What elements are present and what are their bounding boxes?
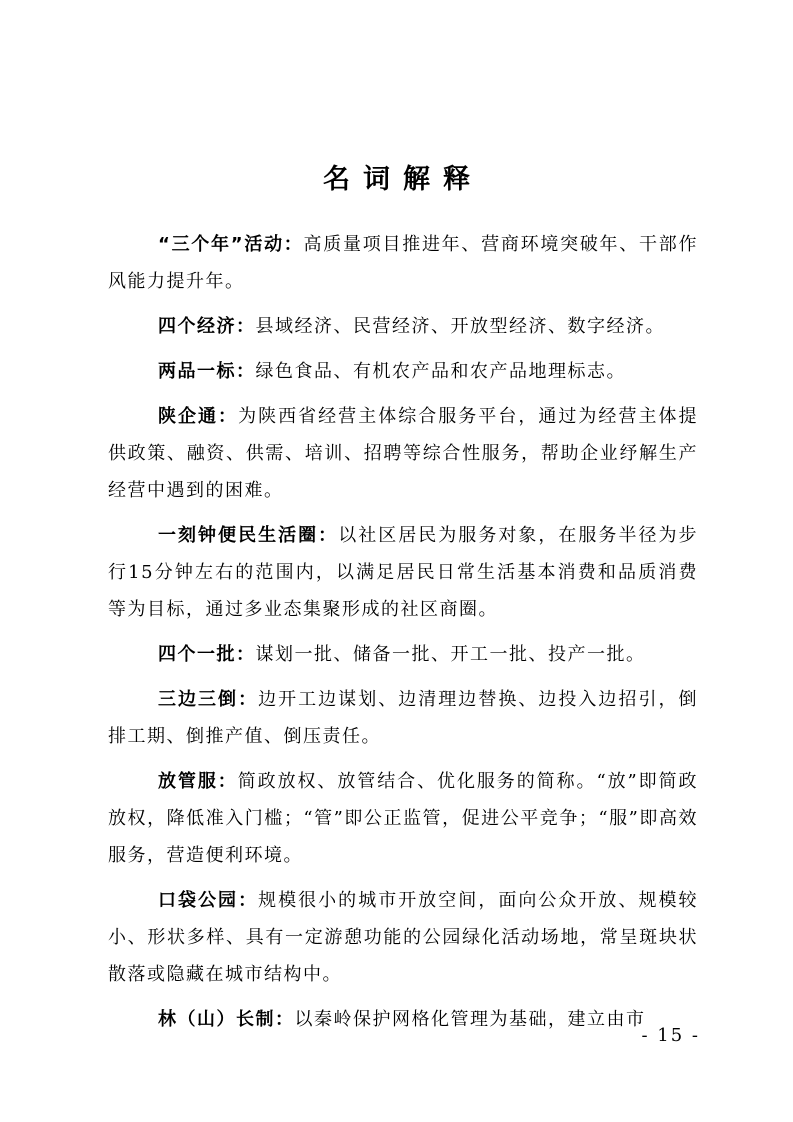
glossary-definition: 绿色食品、有机农产品和农产品地理标志。 xyxy=(255,361,626,382)
glossary-entry xyxy=(108,636,698,673)
page-title: 名词解释 xyxy=(323,164,483,196)
glossary-definition: 边开工边谋划、边清理边替换、边投入边招引，倒排工期、倒推产值、倒压责任。 xyxy=(108,689,699,747)
glossary-definition: 高质量项目推进年、营商环境突破年、干部作风能力提升年。 xyxy=(108,234,698,292)
glossary-term: 陕企通： xyxy=(158,406,239,427)
glossary-term: 放管服： xyxy=(158,771,238,792)
glossary-definition: 县域经济、民营经济、开放型经济、数字经济。 xyxy=(255,316,665,337)
glossary-entry xyxy=(108,1001,698,1038)
glossary-definition: 以社区居民为服务对象，在服务半径为步行15分钟左右的范围内，以满足居民日常生活基本消费和品质消费等为目标，通过多业态集聚形成的社区商圈。 xyxy=(108,525,699,620)
glossary-entry xyxy=(108,681,698,755)
glossary-list xyxy=(108,226,698,1046)
glossary-term: 四个一批： xyxy=(158,644,256,665)
glossary-entry xyxy=(108,398,698,509)
glossary-term: 一刻钟便民生活圈： xyxy=(158,525,339,546)
glossary-term: 三边三倒： xyxy=(158,689,259,710)
glossary-definition: 为陕西省经营主体综合服务平台，通过为经营主体提供政策、融资、供需、培训、招聘等综合性服务，帮助企业纾解生产经营中遇到的困难。 xyxy=(108,406,698,501)
glossary-entry xyxy=(108,308,698,345)
glossary-term: “三个年”活动： xyxy=(158,234,304,255)
glossary-definition: 规模很小的城市开放空间，面向公众开放、规模较小、形状多样、具有一定游憩功能的公园绿化活动场地，常呈斑块状散落或隐藏在城市结构中。 xyxy=(108,890,699,985)
glossary-entry xyxy=(108,353,698,390)
glossary-term: 四个经济： xyxy=(158,316,256,337)
glossary-term: 口袋公园： xyxy=(158,890,259,911)
glossary-entry xyxy=(108,763,698,874)
glossary-definition: 谋划一批、储备一批、开工一批、投产一批。 xyxy=(255,644,646,665)
glossary-entry xyxy=(108,517,698,628)
glossary-definition: 简政放权、放管结合、优化服务的简称。“放”即简政放权，降低准入门槛；“管”即公正监管，促进公平竞争；“服”即高效服务，营造便利环境。 xyxy=(108,771,698,866)
glossary-entry xyxy=(108,226,698,300)
page-number: - 15 - xyxy=(641,1025,700,1046)
glossary-entry xyxy=(108,882,698,993)
glossary-definition: 以秦岭保护网格化管理为基础，建立由市 xyxy=(294,1009,646,1030)
glossary-term: 林（山）长制： xyxy=(158,1009,295,1030)
glossary-term: 两品一标： xyxy=(158,361,256,382)
